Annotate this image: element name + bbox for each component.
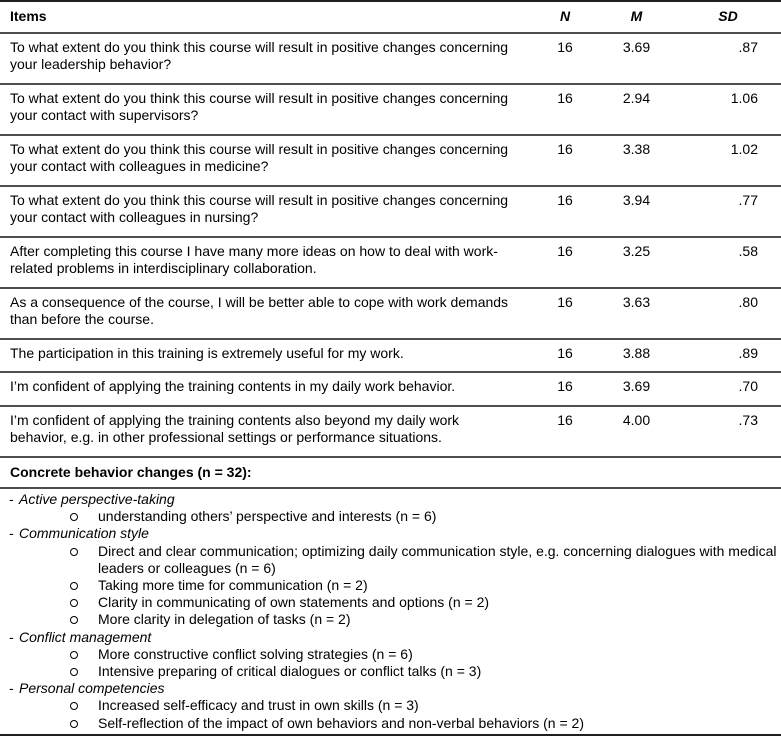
- n-value: 16: [557, 293, 573, 310]
- dash-bullet: -: [9, 491, 14, 507]
- behavior-category: [0, 629, 781, 646]
- item-text: To what extent do you think this course will result in positive changes concerning your contact with supervisors?: [10, 89, 509, 123]
- m-value: 2.94: [622, 89, 651, 106]
- m-value: 3.25: [622, 242, 651, 259]
- behavior-item-text: Taking more time for communication (n = 2): [98, 577, 368, 594]
- table-row: [0, 85, 781, 136]
- sd-value: .80: [738, 293, 758, 310]
- behavior-item: [0, 646, 781, 663]
- sd-value: .58: [738, 242, 758, 259]
- category-name: Personal competencies: [19, 680, 165, 697]
- behavior-category: [0, 680, 781, 697]
- behavior-item: [0, 715, 781, 732]
- behavior-item: [0, 663, 781, 680]
- sd-value: .89: [738, 344, 758, 361]
- circle-bullet-icon: [70, 548, 78, 556]
- sd-value: .87: [738, 38, 758, 55]
- category-name: Communication style: [19, 525, 149, 542]
- behavior-item: [0, 577, 781, 594]
- table-row: [0, 34, 781, 85]
- n-value: 16: [557, 344, 573, 361]
- circle-bullet-icon: [70, 616, 78, 624]
- circle-bullet-icon: [70, 668, 78, 676]
- circle-bullet-icon: [70, 702, 78, 710]
- table-row: [0, 136, 781, 187]
- item-text: After completing this course I have many more ideas on how to deal with work-related problems in interdisciplinary collaboration.: [10, 242, 498, 276]
- behavior-list: [0, 489, 781, 734]
- table-row: [0, 289, 781, 340]
- table-row: [0, 340, 781, 374]
- dash-bullet: -: [9, 525, 14, 542]
- sd-value: .70: [738, 378, 758, 394]
- item-text: I’m confident of applying the training contents also beyond my daily work behavior, e.g. in other professional settings or performance situations.: [10, 411, 460, 445]
- column-header-items: Items: [10, 8, 47, 24]
- category-name: Active perspective-taking: [19, 491, 175, 507]
- sd-value: 1.06: [730, 89, 758, 106]
- circle-bullet-icon: [70, 599, 78, 607]
- behavior-section-title: Concrete behavior changes (n = 32):: [10, 463, 252, 480]
- behavior-item-text: Intensive preparing of critical dialogues or conflict talks (n = 3): [98, 663, 482, 680]
- circle-bullet-icon: [70, 720, 78, 728]
- m-value: 3.38: [622, 140, 651, 157]
- circle-bullet-icon: [70, 651, 78, 659]
- n-value: 16: [557, 89, 573, 106]
- m-value: 3.69: [622, 38, 651, 55]
- m-value: 3.69: [622, 378, 651, 394]
- circle-bullet-icon: [70, 513, 78, 521]
- dash-bullet: -: [9, 680, 14, 697]
- item-text: The participation in this training is extremely useful for my work.: [10, 344, 404, 361]
- sd-value: 1.02: [730, 140, 758, 157]
- m-value: 3.88: [622, 344, 651, 361]
- n-value: 16: [557, 378, 573, 394]
- item-text: I’m confident of applying the training contents in my daily work behavior.: [10, 378, 456, 394]
- behavior-item-text: More constructive conflict solving strategies (n = 6): [98, 645, 413, 662]
- behavior-item: [0, 543, 781, 577]
- behavior-item-text: More clarity in delegation of tasks (n = 2): [98, 611, 351, 628]
- n-value: 16: [557, 38, 573, 55]
- column-header-n: N: [559, 8, 571, 24]
- behavior-item-text: Clarity in communicating of own statements and options (n = 2): [98, 594, 490, 611]
- table-row: [0, 238, 781, 289]
- behavior-item-text: understanding others’ perspective and interests (n = 6): [98, 508, 437, 525]
- behavior-category: [0, 525, 781, 542]
- n-value: 16: [557, 411, 573, 428]
- behavior-item: [0, 594, 781, 611]
- dash-bullet: -: [9, 628, 14, 645]
- item-text: To what extent do you think this course will result in positive changes concerning your leadership behavior?: [10, 38, 509, 72]
- behavior-item-text: Self-reflection of the impact of own behaviors and non-verbal behaviors (n = 2): [98, 714, 584, 731]
- n-value: 16: [557, 242, 573, 259]
- category-name: Conflict management: [19, 628, 152, 645]
- behavior-item: [0, 697, 781, 714]
- behavior-category: [0, 491, 781, 508]
- sd-value: .73: [738, 411, 758, 428]
- table-header-row: [0, 2, 781, 34]
- item-text: To what extent do you think this course will result in positive changes concerning your contact with colleagues in nursing?: [10, 191, 509, 225]
- behavior-item-text: Increased self-efficacy and trust in own skills (n = 3): [98, 697, 419, 714]
- behavior-item-text: Direct and clear communication; optimizing daily communication style, e.g. concerning dialogues with medical leaders or colleagues (n = 6): [98, 542, 777, 576]
- circle-bullet-icon: [70, 582, 78, 590]
- n-value: 16: [557, 140, 573, 157]
- behavior-section-header: [0, 458, 781, 490]
- column-header-sd: SD: [718, 8, 738, 24]
- behavior-item: [0, 508, 781, 525]
- table-row: [0, 187, 781, 238]
- n-value: 16: [557, 191, 573, 208]
- behavior-item: [0, 611, 781, 628]
- table-row: [0, 407, 781, 458]
- m-value: 3.63: [622, 293, 651, 310]
- item-text: To what extent do you think this course will result in positive changes concerning your contact with colleagues in medicine?: [10, 140, 509, 174]
- sd-value: .77: [738, 191, 758, 208]
- item-text: As a consequence of the course, I will be better able to cope with work demands than before the course.: [10, 293, 509, 327]
- column-header-m: M: [630, 8, 643, 24]
- table-row: [0, 373, 781, 407]
- table-body: [0, 34, 781, 458]
- m-value: 4.00: [622, 411, 651, 428]
- m-value: 3.94: [622, 191, 651, 208]
